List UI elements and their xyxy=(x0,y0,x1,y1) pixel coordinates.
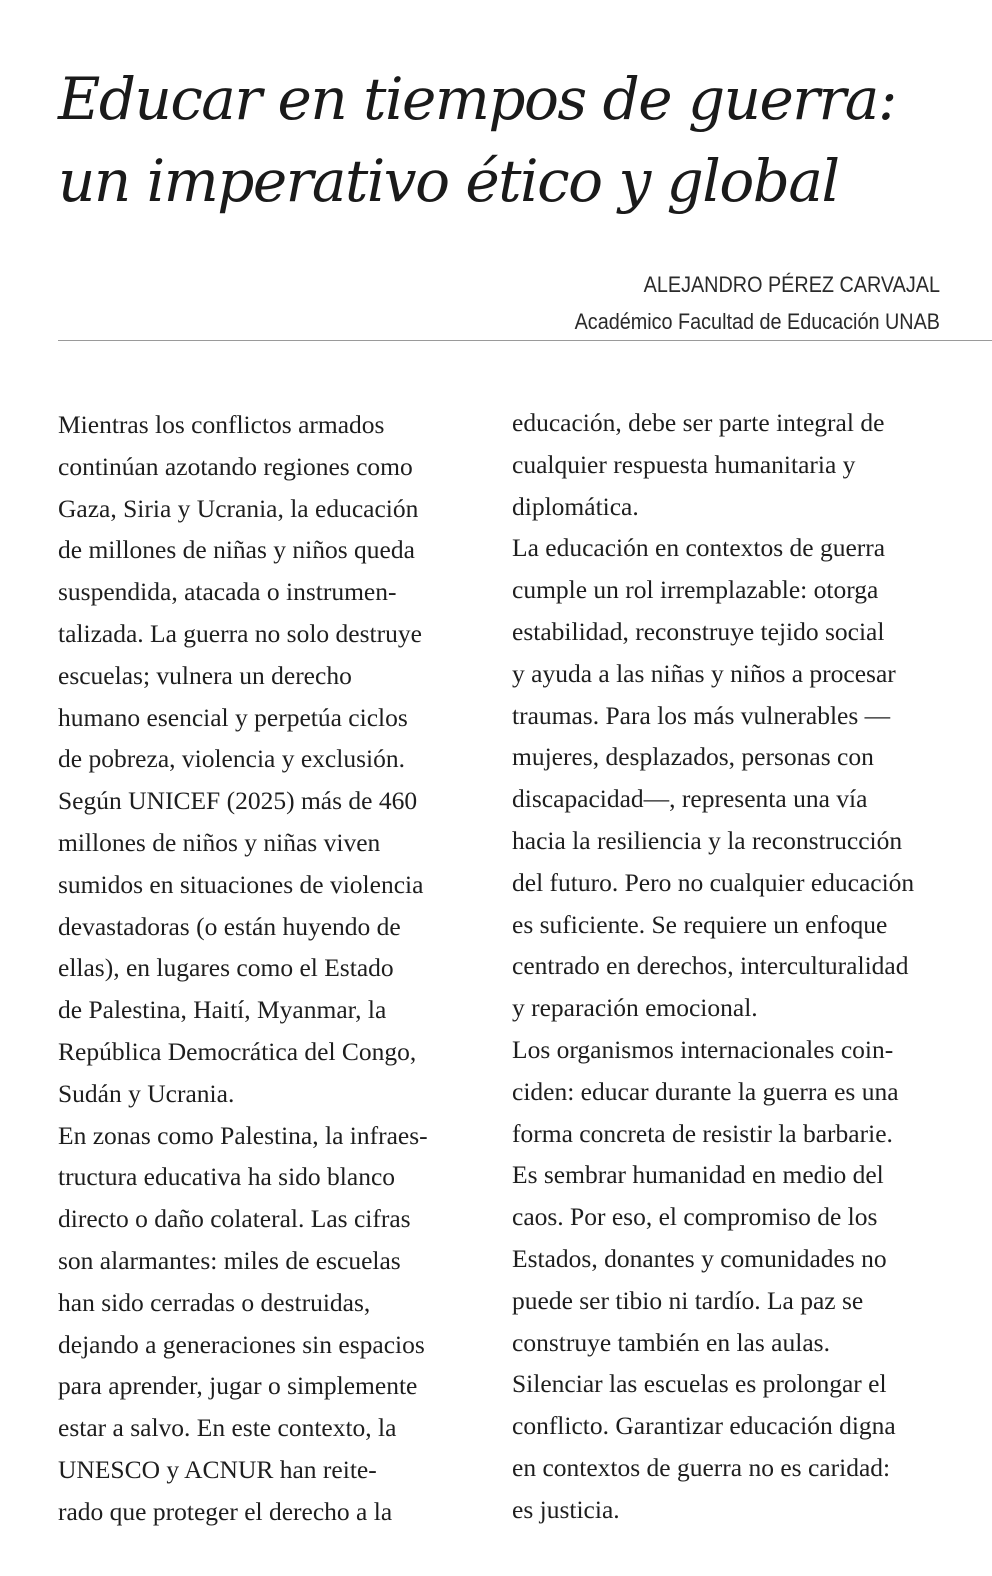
body-text-line: construye también en las aulas. xyxy=(512,1327,830,1357)
author-role: Académico Facultad de Educación UNAB xyxy=(574,309,940,334)
body-text-line: son alarmantes: miles de escuelas xyxy=(58,1245,401,1275)
body-text-line: en contextos de guerra no es caridad: xyxy=(512,1452,891,1482)
body-text-line: República Democrática del Congo, xyxy=(58,1036,417,1066)
body-text-line: educación, debe ser parte integral de xyxy=(512,408,885,437)
body-text-line: estabilidad, reconstruye tejido social xyxy=(512,616,885,646)
body-text-line: caos. Por eso, el compromiso de los xyxy=(512,1202,878,1232)
body-text-line: Gaza, Siria y Ucrania, la educación xyxy=(58,493,419,523)
body-text-line: Los organismos internacionales coin- xyxy=(512,1034,894,1064)
body-text-line: cumple un rol irremplazable: otorga xyxy=(512,575,879,605)
body-text-line: talizada. La guerra no solo destruye xyxy=(58,618,422,648)
body-text-line: conflicto. Garantizar educación digna xyxy=(512,1411,896,1441)
body-text-line: y ayuda a las niñas y niños a procesar xyxy=(512,658,896,688)
body-text-line: han sido cerradas o destruidas, xyxy=(58,1287,371,1317)
body-text-line: rado que proteger el derecho a la xyxy=(58,1496,393,1526)
body-text-line: La educación en contextos de guerra xyxy=(512,533,886,563)
body-text-line: centrado en derechos, interculturalidad xyxy=(512,951,909,981)
body-text-line: de pobreza, violencia y exclusión. xyxy=(58,744,405,774)
body-text-line: del futuro. Pero no cualquier educación xyxy=(512,867,915,897)
body-text-line: para aprender, jugar o simplemente xyxy=(58,1371,418,1401)
body-text-line: es suficiente. Se requiere un enfoque xyxy=(512,909,888,939)
body-text-line: ciden: educar durante la guerra es una xyxy=(512,1076,899,1106)
body-text-line: En zonas como Palestina, la infraes- xyxy=(58,1120,428,1150)
body-text-line: directo o daño colateral. Las cifras xyxy=(58,1204,411,1234)
body-text-line: diplomática. xyxy=(512,491,639,521)
body-text-line: es justicia. xyxy=(512,1494,620,1524)
body-text-line: mujeres, desplazados, personas con xyxy=(512,742,874,772)
body-text-line: de Palestina, Haití, Myanmar, la xyxy=(58,995,387,1025)
body-text-line: forma concreta de resistir la barbarie. xyxy=(512,1118,893,1148)
body-text-line: puede ser tibio ni tardío. La paz se xyxy=(512,1285,864,1315)
body-text-line: de millones de niñas y niños queda xyxy=(58,535,415,565)
article-column-right xyxy=(512,402,972,1531)
body-text-line: ellas), en lugares como el Estado xyxy=(58,953,394,983)
body-text-line: Sudán y Ucrania. xyxy=(58,1078,235,1108)
body-text-line: hacia la resiliencia y la reconstrucción xyxy=(512,825,903,855)
title-line: Educar en tiempos de guerra: xyxy=(58,65,896,133)
body-text-line: millones de niños y niñas viven xyxy=(58,827,381,857)
body-text-line: cualquier respuesta humanitaria y xyxy=(512,449,856,479)
byline xyxy=(575,266,940,340)
body-text-line: dejando a generaciones sin espacios xyxy=(58,1329,425,1359)
body-text-line: suspendida, atacada o instrumen- xyxy=(58,577,397,607)
body-text-line: Según UNICEF (2025) más de 460 xyxy=(58,786,418,816)
body-text-line: escuelas; vulnera un derecho xyxy=(58,660,352,690)
title-line: un imperativo ético y global xyxy=(58,147,839,215)
body-text-line: humano esencial y perpetúa ciclos xyxy=(58,702,408,732)
body-text-line: traumas. Para los más vulnerables — xyxy=(512,700,891,730)
body-text-line: discapacidad—, representa una vía xyxy=(512,784,868,814)
body-text-line: y reparación emocional. xyxy=(512,993,758,1023)
body-text-line: estar a salvo. En este contexto, la xyxy=(58,1413,397,1443)
body-text-line: Es sembrar humanidad en medio del xyxy=(512,1160,884,1190)
author-name: ALEJANDRO PÉREZ CARVAJAL xyxy=(643,272,940,297)
body-text-line: devastadoras (o están huyendo de xyxy=(58,911,401,941)
header-divider xyxy=(58,340,992,341)
body-text-line: Estados, donantes y comunidades no xyxy=(512,1243,887,1273)
body-text-line: Mientras los conflictos armados xyxy=(58,410,385,439)
body-text-line: sumidos en situaciones de violencia xyxy=(58,869,424,899)
article-title xyxy=(58,58,968,222)
article-column-left xyxy=(58,404,478,1533)
body-text-line: continúan azotando regiones como xyxy=(58,451,413,481)
body-text-line: tructura educativa ha sido blanco xyxy=(58,1162,396,1192)
body-text-line: UNESCO y ACNUR han reite- xyxy=(58,1454,377,1484)
body-text-line: Silenciar las escuelas es prolongar el xyxy=(512,1369,887,1399)
